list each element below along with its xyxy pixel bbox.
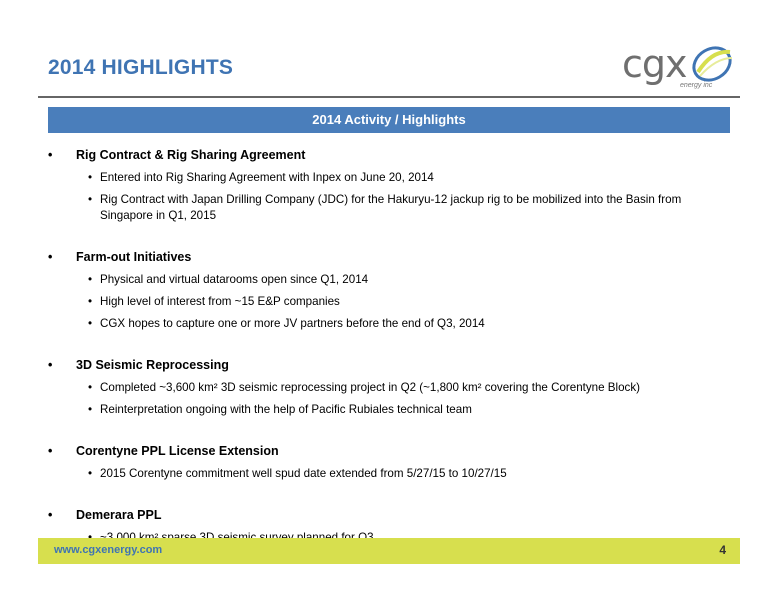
logo-subtitle: energy inc (680, 82, 713, 89)
list-item-text: 2015 Corentyne commitment well spud date extended from 5/27/15 to 10/27/15 (100, 467, 507, 480)
bullet-icon: • (88, 193, 93, 206)
bullet-icon: • (48, 508, 53, 522)
section-heading (48, 442, 728, 460)
section-heading-text: Demerara PPL (76, 508, 162, 522)
section-heading-text: Farm-out Initiatives (76, 250, 192, 264)
bullet-icon: • (88, 295, 93, 308)
list-item-text: Reinterpretation ongoing with the help of Pacific Rubiales technical team (100, 403, 472, 416)
list-item-text: High level of interest from ~15 E&P companies (100, 295, 340, 308)
footer-website-link[interactable]: www.cgxenergy.com (54, 544, 163, 556)
logo-swoosh-icon (690, 42, 736, 86)
logo-wordmark: cgx (622, 42, 687, 86)
highlights-list (48, 146, 728, 570)
list-item (48, 466, 728, 482)
bullet-icon: • (88, 171, 93, 184)
list-item (48, 272, 728, 288)
page-title: 2014 HIGHLIGHTS (48, 56, 234, 79)
list-item (48, 380, 728, 396)
section-heading-text: Corentyne PPL License Extension (76, 444, 279, 458)
list-item-text: Physical and virtual datarooms open since Q1, 2014 (100, 273, 369, 286)
list-item-text: CGX hopes to capture one or more JV partners before the end of Q3, 2014 (100, 317, 485, 330)
bullet-icon: • (88, 467, 93, 480)
section-banner: 2014 Activity / Highlights (48, 107, 730, 133)
bullet-icon: • (88, 273, 93, 286)
section-heading (48, 248, 728, 266)
bullet-icon: • (48, 444, 53, 458)
page-number: 4 (719, 543, 726, 557)
list-item (48, 316, 728, 332)
list-item (48, 170, 728, 186)
section-heading (48, 356, 728, 374)
cgx-logo (622, 40, 736, 96)
bullet-icon: • (48, 250, 53, 264)
bullet-icon: • (48, 148, 53, 162)
section-heading (48, 146, 728, 164)
section-heading-text: 3D Seismic Reprocessing (76, 358, 229, 372)
list-item (48, 402, 728, 418)
section-heading (48, 506, 728, 524)
highlight-section (48, 356, 728, 418)
highlight-section (48, 442, 728, 482)
bullet-icon: • (48, 358, 53, 372)
footer-bar (38, 538, 740, 564)
list-item (48, 294, 728, 310)
list-item-text: Rig Contract with Japan Drilling Company (JDC) for the Hakuryu-12 jackup rig to be mobilized into the Basin from Singapore in Q1, 2015 (100, 193, 682, 222)
list-item (48, 192, 728, 224)
list-item-text: Completed ~3,600 km² 3D seismic reprocessing project in Q2 (~1,800 km² covering the Corentyne Block) (100, 381, 640, 394)
highlight-section (48, 146, 728, 224)
header-divider (38, 96, 740, 98)
bullet-icon: • (88, 381, 93, 394)
section-heading-text: Rig Contract & Rig Sharing Agreement (76, 148, 306, 162)
highlight-section (48, 248, 728, 332)
bullet-icon: • (88, 317, 93, 330)
list-item-text: Entered into Rig Sharing Agreement with Inpex on June 20, 2014 (100, 171, 434, 184)
bullet-icon: • (88, 403, 93, 416)
